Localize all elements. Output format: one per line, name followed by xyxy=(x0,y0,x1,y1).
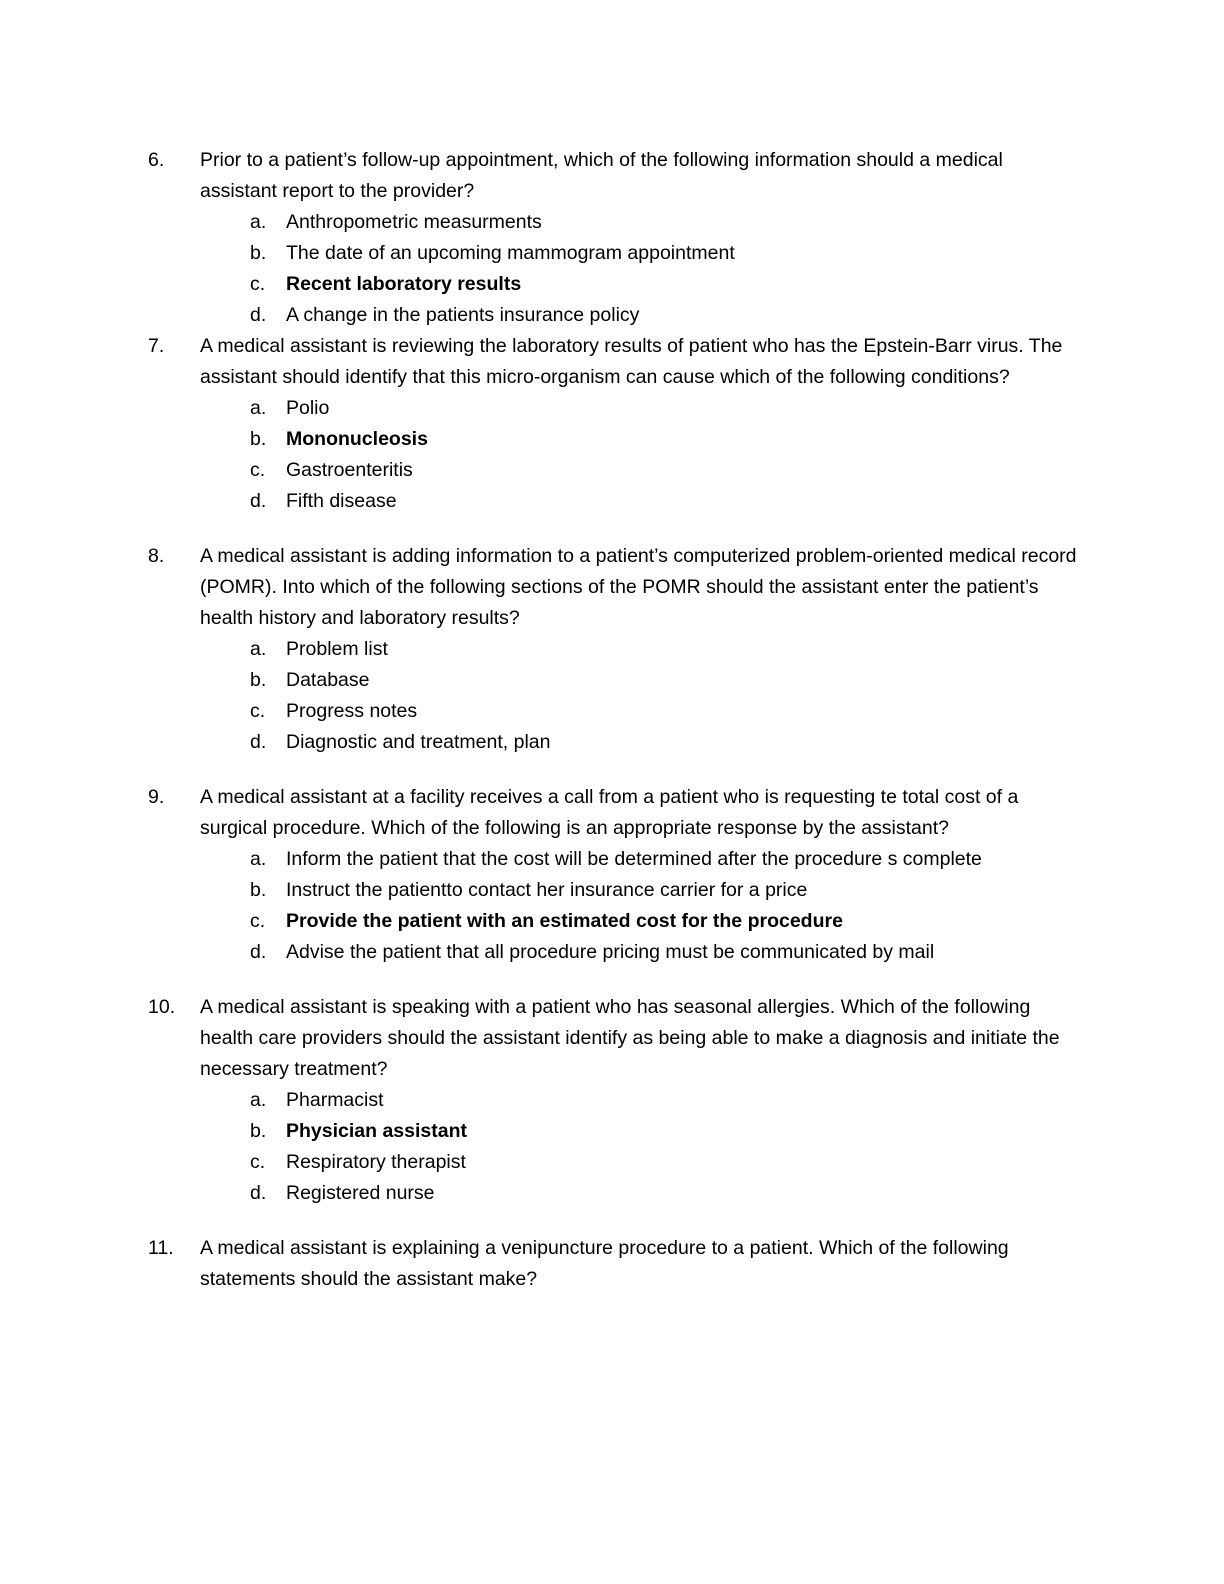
question-item xyxy=(148,1233,1084,1295)
question-number: 10. xyxy=(148,996,176,1018)
option-item xyxy=(250,906,1084,937)
question-body xyxy=(200,782,1084,968)
option-letter: b. xyxy=(250,1120,267,1142)
option-text: Pharmacist xyxy=(286,1089,384,1111)
option-item xyxy=(250,875,1084,906)
option-item xyxy=(250,424,1084,455)
option-item xyxy=(250,696,1084,727)
option-text: A change in the patients insurance policy xyxy=(286,304,640,326)
question-text: A medical assistant is explaining a venipuncture procedure to a patient. Which of the following statements should the assistant make? xyxy=(200,1237,1009,1290)
option-letter: a. xyxy=(250,1089,267,1111)
option-item xyxy=(250,1085,1084,1116)
option-text: The date of an upcoming mammogram appointment xyxy=(286,242,735,264)
option-item xyxy=(250,1116,1084,1147)
question-list xyxy=(148,145,1084,1295)
option-letter: b. xyxy=(250,669,267,691)
option-list xyxy=(200,634,1084,758)
option-letter: a. xyxy=(250,638,267,660)
option-text: Polio xyxy=(286,397,330,419)
option-letter: d. xyxy=(250,304,267,326)
option-text: Diagnostic and treatment, plan xyxy=(286,731,551,753)
question-text: A medical assistant is reviewing the laboratory results of patient who has the Epstein-Barr virus. The assistant should identify that this micro-organism can cause which of the following conditions? xyxy=(200,335,1063,388)
question-body xyxy=(200,1233,1084,1295)
option-item xyxy=(250,393,1084,424)
option-text: Database xyxy=(286,669,370,691)
option-text: Progress notes xyxy=(286,700,418,722)
option-list xyxy=(200,393,1084,517)
question-body xyxy=(200,541,1084,758)
option-item xyxy=(250,634,1084,665)
question-body xyxy=(200,331,1084,517)
option-letter: a. xyxy=(250,397,267,419)
question-number: 9. xyxy=(148,786,165,808)
option-letter: c. xyxy=(250,1151,266,1173)
option-letter: a. xyxy=(250,211,267,233)
option-text: Instruct the patientto contact her insurance carrier for a price xyxy=(286,879,808,901)
option-item xyxy=(250,1178,1084,1209)
option-item xyxy=(250,207,1084,238)
option-letter: c. xyxy=(250,459,266,481)
option-item xyxy=(250,238,1084,269)
option-item xyxy=(250,665,1084,696)
question-item xyxy=(148,541,1084,758)
option-text: Anthropometric measurments xyxy=(286,211,542,233)
question-number: 6. xyxy=(148,149,165,171)
option-item xyxy=(250,1147,1084,1178)
option-letter: c. xyxy=(250,273,266,295)
option-item xyxy=(250,269,1084,300)
option-text: Registered nurse xyxy=(286,1182,435,1204)
option-text: Gastroenteritis xyxy=(286,459,413,481)
option-item xyxy=(250,937,1084,968)
question-body xyxy=(200,992,1084,1209)
question-number: 7. xyxy=(148,335,165,357)
option-list xyxy=(200,844,1084,968)
question-text: A medical assistant is speaking with a patient who has seasonal allergies. Which of the following health care providers should the assistant identify as being able to make a diagnosis and initiate the necessary treatment? xyxy=(200,996,1060,1080)
question-text: A medical assistant is adding information to a patient’s computerized problem-oriented medical record (POMR). Into which of the following sections of the POMR should the assistant enter the patient’s health history and laboratory results? xyxy=(200,545,1077,629)
option-letter: c. xyxy=(250,700,266,722)
option-list xyxy=(200,1085,1084,1209)
option-letter: a. xyxy=(250,848,267,870)
option-text: Fifth disease xyxy=(286,490,397,512)
option-text: Advise the patient that all procedure pricing must be communicated by mail xyxy=(286,941,935,963)
option-item xyxy=(250,486,1084,517)
question-text: Prior to a patient’s follow-up appointment, which of the following information should a medical assistant report to the provider? xyxy=(200,149,1003,202)
question-item xyxy=(148,782,1084,968)
option-letter: c. xyxy=(250,910,266,932)
option-text: Problem list xyxy=(286,638,388,660)
option-text-answer: Recent laboratory results xyxy=(286,273,522,295)
option-list xyxy=(200,207,1084,331)
question-number: 8. xyxy=(148,545,165,567)
question-body xyxy=(200,145,1084,331)
question-item xyxy=(148,145,1084,331)
option-letter: d. xyxy=(250,731,267,753)
question-item xyxy=(148,331,1084,517)
option-text: Inform the patient that the cost will be determined after the procedure s complete xyxy=(286,848,982,870)
question-text: A medical assistant at a facility receives a call from a patient who is requesting te total cost of a surgical procedure. Which of the following is an appropriate response by the assistant? xyxy=(200,786,1019,839)
option-letter: b. xyxy=(250,242,267,264)
question-item xyxy=(148,992,1084,1209)
option-letter: d. xyxy=(250,941,267,963)
option-text-answer: Mononucleosis xyxy=(286,428,428,450)
question-number: 11. xyxy=(148,1237,174,1259)
option-text-answer: Provide the patient with an estimated cost for the procedure xyxy=(286,910,843,932)
option-letter: b. xyxy=(250,428,267,450)
option-item xyxy=(250,455,1084,486)
option-item xyxy=(250,844,1084,875)
option-text-answer: Physician assistant xyxy=(286,1120,468,1142)
option-letter: d. xyxy=(250,1182,267,1204)
option-letter: d. xyxy=(250,490,267,512)
option-item xyxy=(250,300,1084,331)
option-letter: b. xyxy=(250,879,267,901)
option-item xyxy=(250,727,1084,758)
option-text: Respiratory therapist xyxy=(286,1151,466,1173)
